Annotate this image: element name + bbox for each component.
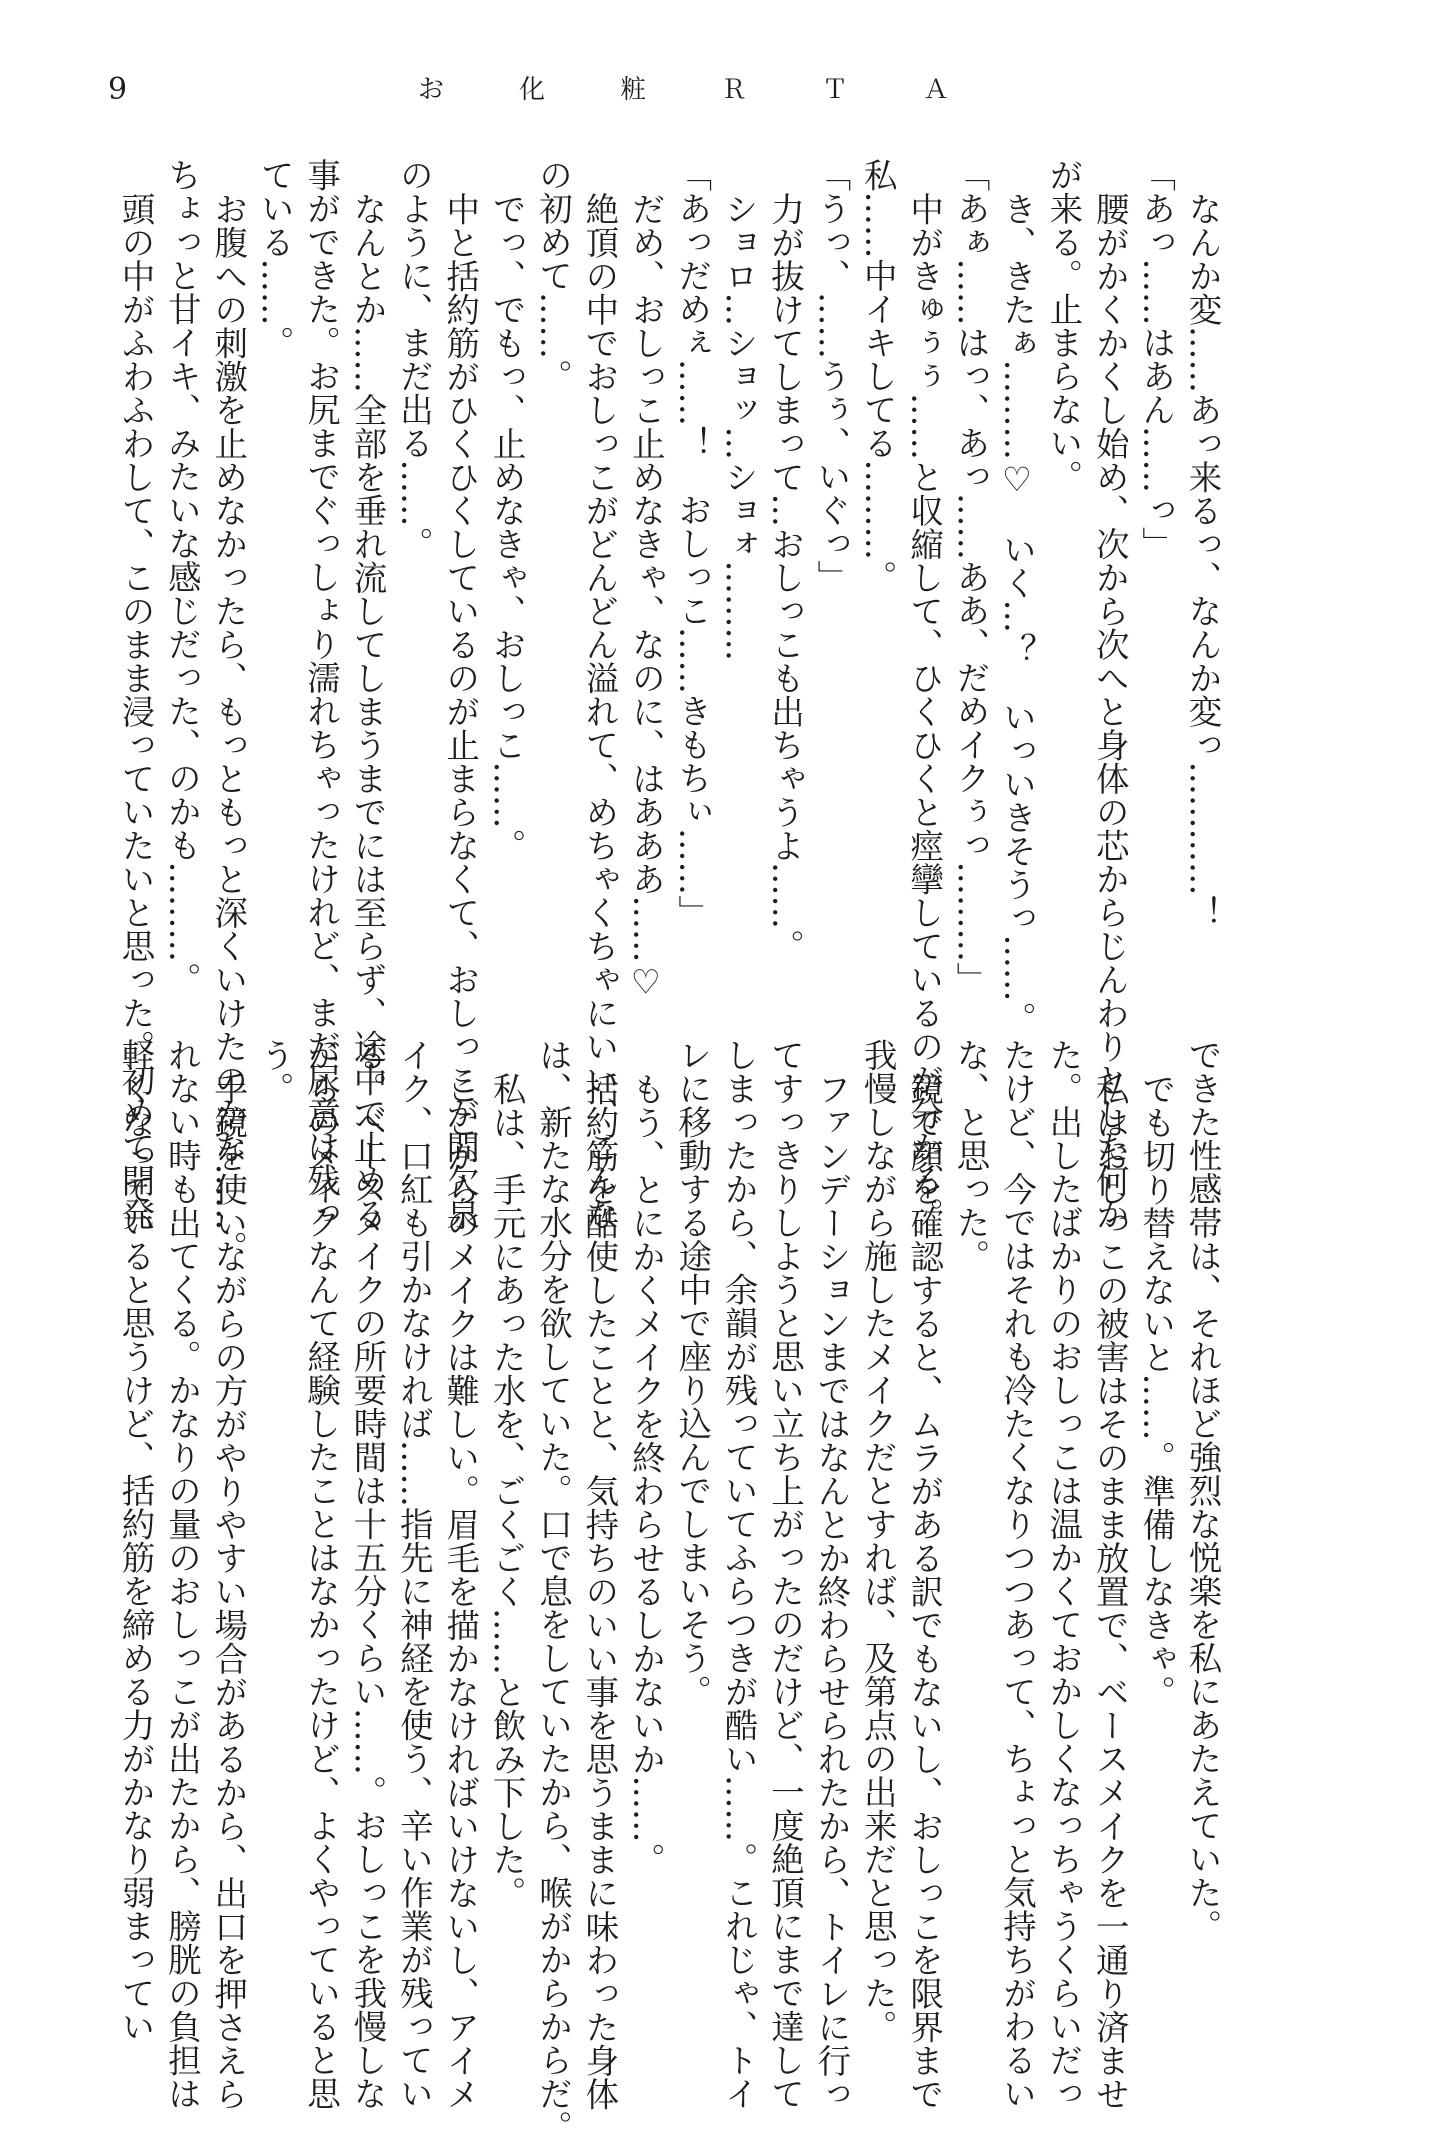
text-column: なんとか……全部を垂れ流してしまうまでには至らず、途中で止める	[347, 191, 387, 1230]
text-column: な、と思った。	[951, 1038, 991, 1273]
text-column: 「うっ、……うぅ、いぐっ」	[811, 158, 851, 594]
text-column: レに移動する途中で座り込んでしまいそう。	[672, 1038, 712, 1708]
text-column: 軽くなっていると思うけど、括約筋を締める力がかなり弱まってい	[116, 1038, 156, 2043]
text-column: は、新たな水分を欲していた。口で息をしていたから、喉がからからだ。	[533, 1038, 573, 2144]
text-column: 事ができた。お尻までぐっしょり濡れちゃったけれど、まだ尿意は残っ	[301, 158, 341, 1230]
running-title: お化粧ＲＴＡ	[418, 75, 1025, 105]
text-column: 「あっだめぇ……！ おしっこ……きもちぃ……」	[672, 158, 712, 929]
text-column: 手鏡を使いながらの方がやりやすい場合があるから、出口を押さえら	[208, 1071, 248, 2110]
text-column: ショロ…ショッ…ショォ………	[719, 191, 759, 661]
text-column: しまったから、余韻が残っていてふらつきが酷い……。これじゃ、トイ	[719, 1038, 759, 2110]
text-column: き、きたぁ………♡ いく…？ いっいきそうっ……。	[997, 191, 1037, 1035]
text-column: ている……。	[255, 158, 295, 359]
text-column: のように、まだ出る……。	[394, 158, 434, 560]
text-column: だめ、おしっこ止めなきゃ、なのに、はあああ……♡	[626, 191, 666, 1001]
text-column: 括約筋を酷使したことと、気持ちのいい事を思うままに味わった身体	[579, 1071, 619, 2110]
text-column: ここからのメイクは難しい。眉毛を描かなければいけないし、アイメ	[440, 1071, 480, 2110]
text-column: たけど、今ではそれも冷たくなりつつあって、ちょっと気持ちがわるい	[997, 1038, 1037, 2110]
text-column: できた性感帯は、それほど強烈な悦楽を私にあたえていた。	[1183, 1038, 1222, 1943]
text-column: れない時も出てくる。かなりの量のおしっこが出たから、膀胱の負担は	[162, 1038, 202, 2110]
text-column: もう、とにかくメイクを終わらせるしかないか……。	[626, 1071, 666, 1876]
page-number: 9	[108, 72, 128, 107]
text-column: 私はおしっこの被害はそのまま放置で、ベースメイクを一通り済ませ	[1090, 1071, 1130, 2110]
text-column: なんか変……あっ来るっ、なんか変っ…………！	[1183, 191, 1222, 929]
text-column: た。出したばかりのおしっこは温かくておかしくなっちゃうくらいだっ	[1043, 1038, 1083, 2110]
text-column: 鏡で顔を確認すると、ムラがある訳でもないし、おしっこを限界まで	[904, 1071, 944, 2110]
text-column: ファンデーションまではなんとか終わらせられたから、トイレに行っ	[811, 1071, 851, 2110]
text-column: 絶頂の中でおしっこがどんどん溢れて、めちゃくちゃにいい、こんな	[579, 191, 619, 1230]
text-column: 「あっ……はあん……っ」	[1136, 158, 1176, 560]
text-column: 頭の中がふわふわして、このまま浸っていたいと思った。初めて開発	[116, 191, 156, 1230]
text-column: でも切り替えないと……。準備しなきゃ。	[1136, 1071, 1176, 1708]
text-column: イク、口紅も引かなければ……指先に神経を使う、辛い作業が残ってい	[394, 1038, 434, 2110]
text-column: 「あぁ……はっ、あっ……ああ、だめイクぅっ………」	[951, 158, 991, 996]
text-block-lower	[112, 1038, 1225, 2144]
text-column: 力が抜けてしまって…おしっこも出ちゃうよ……。	[765, 191, 805, 962]
text-column: の初めて……。	[533, 158, 573, 393]
text-column: がらのメイクなんて経験したことはなかったけど、よくやっていると思	[301, 1038, 341, 2110]
text-column: 腰がかくかくし始め、次から次へと身体の芯からじんわりとした何か	[1090, 191, 1130, 1230]
text-column: ちょっと甘イキ、みたいな感じだった、のかも………。	[162, 158, 202, 996]
text-column: でっ、でもっ、止めなきゃ、おしっこ……。	[487, 191, 527, 862]
text-column: 私……中イキしてる………。	[858, 158, 898, 594]
text-column: 中がきゅぅぅ……と収縮して、ひくひくと痙攣しているのが分かる。	[904, 191, 944, 1230]
text-column: 私は、手元にあった水を、ごくごく……と飲み下した。	[487, 1071, 527, 1909]
text-column: う。	[255, 1038, 295, 1105]
text-column: 中と括約筋がひくひくしているのが止まらなくて、おしっこが間欠泉	[440, 191, 480, 1230]
text-column: が来る。止まらない。	[1043, 158, 1083, 493]
text-column: お腹への刺激を止めなかったら、もっともっと深くいけたのかな……。	[208, 191, 248, 1264]
text-column: 我慢しながら施したメイクだとすれば、及第点の出来だと思った。	[858, 1038, 898, 2043]
text-column: てすっきりしようと思い立ち上がったのだけど、一度絶頂にまで達して	[765, 1038, 805, 2110]
text-column: る。ベースメイクの所要時間は十五分くらい……。おしっこを我慢しな	[347, 1038, 387, 2110]
